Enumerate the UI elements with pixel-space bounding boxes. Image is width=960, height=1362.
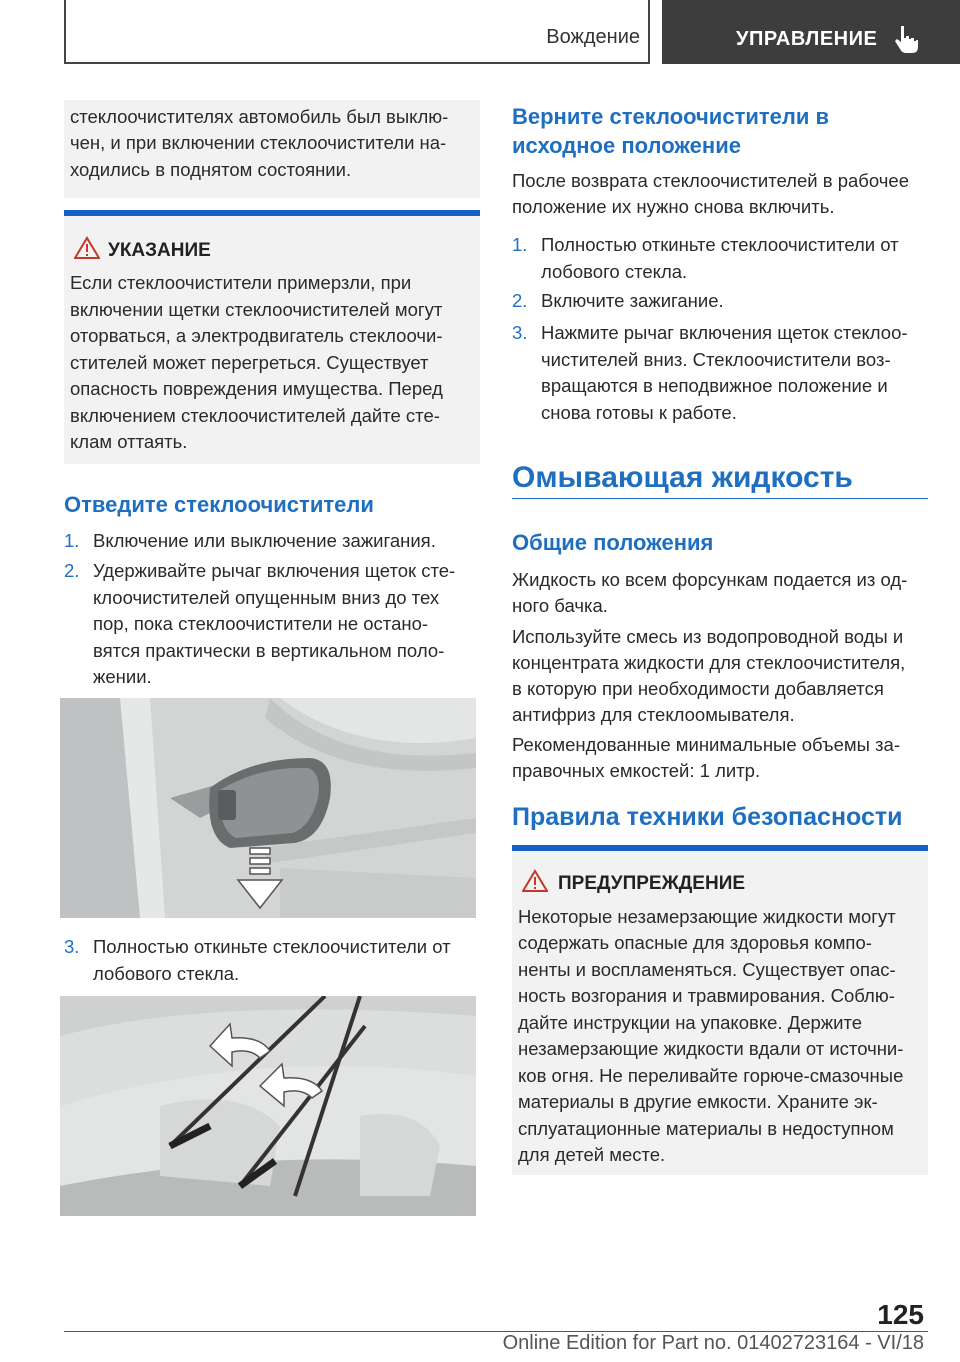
notice-title: УКАЗАНИЕ (108, 240, 211, 261)
step-text: Включите зажигание. (541, 290, 724, 311)
warning-line: дайте инструкции на упаковке. Держите (518, 1012, 863, 1033)
step-text: лобового стекла. (93, 963, 240, 984)
notice-line: клам оттаять. (70, 431, 188, 452)
header-chapter-title: УПРАВЛЕНИЕ (736, 28, 878, 50)
warning-line: сплуатационные материалы в недоступном (518, 1118, 894, 1139)
notice-line: Если стеклоочистители примерзли, при (70, 272, 412, 293)
general-paragraph-line: правочных емкостей: 1 литр. (512, 760, 761, 781)
warning-line: для детей месте. (518, 1144, 666, 1165)
washer-fluid-heading: Омывающая жидкость (512, 461, 853, 494)
step-text: пор, пока стеклоочистители не остано- (93, 613, 429, 634)
footer-edition: Online Edition for Part no. 01402723164 - VI/18 (502, 1332, 924, 1354)
fold-wipers-heading: Отведите стеклоочистители (64, 492, 374, 517)
warning-triangle-icon (522, 869, 548, 893)
step-text: вятся практически в вертикальном поло- (93, 640, 445, 661)
return-wipers-heading: Верните стеклоочистители в (512, 104, 830, 129)
return-wipers-heading: исходное положение (512, 133, 741, 158)
warning-line: содержать опасные для здоровья компо- (518, 932, 872, 953)
warning-line: незамерзающие жидкости вдали от источни- (518, 1038, 904, 1059)
general-heading: Общие положения (512, 530, 714, 555)
safety-heading: Правила техники безопасности (512, 803, 903, 831)
note-line: стеклоочистителях автомобиль был выклю- (70, 106, 449, 127)
page-number: 125 (877, 1299, 924, 1330)
warning-line: ность возгорания и травмирования. Соблю- (518, 985, 895, 1006)
step-text: Нажмите рычаг включения щеток стеклоо- (541, 322, 908, 343)
general-paragraph-line: ного бачка. (512, 595, 608, 616)
step-text: лобового стекла. (541, 261, 688, 282)
step-number: 2. (64, 560, 80, 581)
pointing-hand-icon (894, 24, 920, 54)
fold-step-1 (64, 528, 480, 555)
header-chapter-tab (662, 0, 960, 64)
step-text: Включение или выключение зажигания. (93, 530, 436, 551)
warning-line: Некоторые незамерзающие жидкости могут (518, 906, 896, 927)
return-intro-line: положение их нужно снова включить. (512, 196, 835, 217)
warning-line: материалы в другие емкости. Храните эк- (518, 1091, 878, 1112)
wiper-lever-illustration (60, 698, 476, 918)
notice-line: опасность повреждения имущества. Перед (70, 378, 443, 399)
notice-line: оторваться, а электродвигатель стеклоочи- (70, 325, 443, 346)
step-number: 1. (64, 530, 80, 551)
note-line: ходились в поднятом состоянии. (70, 159, 352, 180)
step-text: клоочистителей опущенным вниз до тех (93, 587, 440, 608)
header-section-title: Вождение (546, 26, 640, 48)
fold-step-2 (64, 558, 480, 693)
folded-wipers-illustration (60, 996, 476, 1216)
step-text: Удерживайте рычаг включения щеток сте- (93, 560, 456, 581)
notice-line: включением стеклоочистителей дайте сте- (70, 405, 440, 426)
step-number: 2. (512, 290, 528, 311)
return-step-1 (512, 232, 928, 286)
general-paragraph-line: Жидкость ко всем форсункам подается из од- (512, 569, 908, 590)
header-section-box (64, 0, 650, 64)
step-number: 3. (512, 322, 528, 343)
warning-title: ПРЕДУПРЕЖДЕНИЕ (558, 873, 746, 894)
step-text: вращаются в неподвижное положение и (541, 375, 888, 396)
step-text: Полностью откиньте стеклоочистители от (541, 234, 899, 255)
return-step-2 (512, 288, 928, 315)
step-text: жении. (93, 666, 152, 687)
notice-line: стителей может перегреться. Существует (70, 352, 429, 373)
warning-triangle-icon (74, 236, 100, 260)
heading-rule (512, 498, 928, 499)
step-text: снова готовы к работе. (541, 402, 737, 423)
step-number: 1. (512, 234, 528, 255)
return-intro-line: После возврата стеклоочистителей в рабочее (512, 170, 909, 191)
warning-line: ков огня. Не переливайте горюче-смазочные (518, 1065, 904, 1086)
return-step-3 (512, 320, 928, 428)
general-paragraph-line: Рекомендованные минимальные объемы за- (512, 734, 900, 755)
step-text: чистителей вниз. Стеклоочистители воз- (541, 349, 891, 370)
general-paragraph-line: в которую при необходимости добавляется (512, 678, 884, 699)
warning-line: ненты и воспламеняться. Существует опас- (518, 959, 896, 980)
general-paragraph-line: концентрата жидкости для стеклоочистителя, (512, 652, 906, 673)
note-line: чен, и при включении стеклоочистители на- (70, 132, 447, 153)
general-paragraph-line: Используйте смесь из водопроводной воды и (512, 626, 904, 647)
step-text: Полностью откиньте стеклоочистители от (93, 936, 451, 957)
step-number: 3. (64, 936, 80, 957)
fold-step-3 (64, 934, 480, 988)
general-paragraph-line: антифриз для стеклоомывателя. (512, 704, 795, 725)
notice-line: включении щетки стеклоочистителей могут (70, 299, 443, 320)
